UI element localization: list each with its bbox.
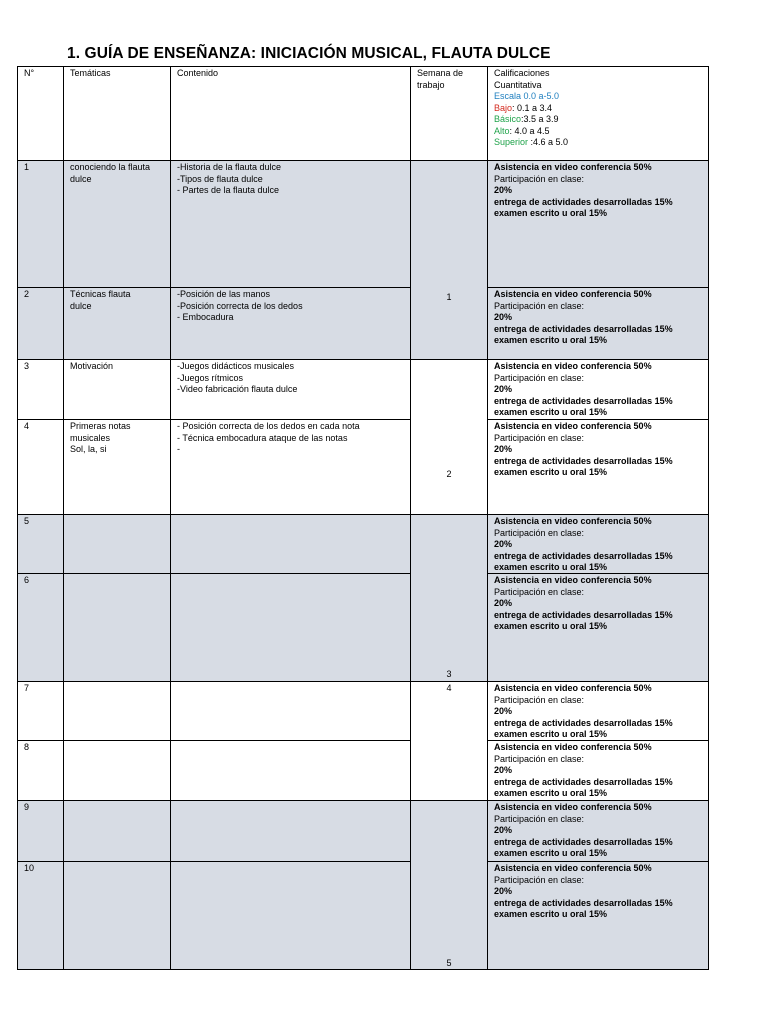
row-calificaciones [487, 359, 673, 419]
row-number [17, 514, 29, 528]
row-number [17, 359, 29, 373]
scale-basico [494, 114, 568, 126]
grid-hline [17, 969, 411, 970]
row-contenido-text: - Técnica embocadura ataque de las notas [177, 432, 348, 443]
grading-line: 20% [494, 825, 513, 835]
row-number-text: 8 [24, 742, 30, 752]
grading-line: entrega de actividades desarrolladas 15% [494, 609, 673, 620]
semana-number: 4 [446, 683, 452, 693]
row-contenido [170, 160, 281, 197]
grading-line: entrega de actividades desarrolladas 15% [494, 455, 673, 466]
grading-line: Participación en clase: [494, 813, 585, 824]
row-calificaciones [487, 514, 673, 574]
grading-line: 20% [494, 444, 513, 454]
grid-hline [17, 287, 411, 288]
grid-hline [487, 969, 709, 970]
grading-line: examen escrito u oral 15% [494, 208, 608, 218]
row-contenido-text: -Video fabricación flauta dulce [177, 384, 298, 394]
grading-line: Asistencia en video conferencia 50% [494, 162, 652, 172]
grid-hline [487, 740, 709, 741]
grid-vline [410, 66, 411, 969]
grid-hline [410, 514, 488, 515]
scale-escala: Escala 0.0 a-5.0 [494, 91, 560, 101]
grid-hline [17, 861, 411, 862]
row-calificaciones [487, 573, 673, 633]
grid-hline [410, 681, 488, 682]
scale-alto-range: : 4.0 a 4.5 [509, 125, 550, 136]
row-number-text: 6 [24, 575, 30, 585]
row-tematica-text: Técnicas flauta [70, 289, 131, 299]
grid-hline [410, 160, 488, 161]
grading-line: Asistencia en video conferencia 50% [494, 289, 652, 299]
grading-line: Participación en clase: [494, 300, 585, 311]
row-contenido-text: -Historia de la flauta dulce [177, 162, 282, 172]
row-contenido [170, 359, 297, 396]
row-shading [17, 160, 63, 287]
semana-number: 3 [446, 669, 452, 679]
scale-superior-label: Superior [494, 137, 529, 147]
header-contenido [170, 66, 218, 80]
scale-superior [494, 137, 568, 149]
grading-line: Asistencia en video conferencia 50% [494, 575, 652, 585]
grading-line: 20% [494, 312, 513, 322]
grading-line: 20% [494, 384, 513, 394]
grading-line: entrega de actividades desarrolladas 15% [494, 897, 673, 908]
grid-hline [487, 287, 709, 288]
row-calificaciones [487, 419, 673, 479]
grading-line: examen escrito u oral 15% [494, 621, 608, 631]
row-contenido-text: -Juegos rítmicos [177, 372, 244, 383]
grading-line: Participación en clase: [494, 372, 585, 383]
semana-shading [410, 800, 487, 969]
row-contenido-text: -Tipos de flauta dulce [177, 173, 263, 184]
row-contenido [170, 419, 360, 456]
scale-superior-range: :4.6 a 5.0 [528, 137, 569, 147]
header-num [17, 66, 34, 80]
row-contenido-text: -Posición de las manos [177, 289, 271, 299]
header-calificaciones-text: Calificaciones [494, 68, 550, 78]
grading-line: entrega de actividades desarrolladas 15% [494, 717, 673, 728]
grid-hline [17, 681, 411, 682]
row-calificaciones [487, 681, 673, 741]
page-title: 1. GUÍA DE ENSEÑANZA: INICIACIÓN MUSICAL, FLAUTA DULCE [67, 45, 551, 62]
grid-vline [487, 66, 488, 969]
grading-line: Participación en clase: [494, 694, 585, 705]
grading-line: entrega de actividades desarrolladas 15% [494, 776, 673, 787]
grid-vline [170, 66, 171, 969]
row-number-text: 4 [24, 421, 30, 431]
grading-line: examen escrito u oral 15% [494, 909, 608, 919]
grading-line: Asistencia en video conferencia 50% [494, 361, 652, 371]
row-tematica [63, 359, 113, 373]
row-shading [170, 514, 410, 573]
row-tematica [63, 419, 131, 456]
row-contenido-text: -Posición correcta de los dedos [177, 300, 303, 311]
grid-hline [17, 419, 411, 420]
grading-line: Participación en clase: [494, 586, 585, 597]
grid-hline [410, 800, 488, 801]
grading-line: Asistencia en video conferencia 50% [494, 421, 652, 431]
grading-line: entrega de actividades desarrolladas 15% [494, 836, 673, 847]
row-number [17, 861, 34, 875]
grading-line: Asistencia en video conferencia 50% [494, 863, 652, 873]
grid-vline [17, 66, 18, 969]
grading-line: 20% [494, 765, 513, 775]
row-number-text: 1 [24, 162, 30, 172]
row-tematica [63, 160, 150, 185]
header-semana-text: Semana de [417, 68, 464, 78]
row-calificaciones [487, 800, 673, 860]
grading-line: 20% [494, 886, 513, 896]
row-number [17, 740, 29, 754]
row-contenido-text: - Posición correcta de los dedos en cada nota [177, 421, 360, 431]
row-shading [170, 800, 410, 861]
row-tematica-text: Motivación [70, 361, 114, 371]
row-shading [170, 573, 410, 681]
grading-line: examen escrito u oral 15% [494, 729, 608, 739]
grading-line: Participación en clase: [494, 874, 585, 885]
row-contenido-text: -Juegos didácticos musicales [177, 361, 295, 371]
row-number-text: 9 [24, 802, 30, 812]
header-semana [410, 66, 463, 91]
row-number [17, 419, 29, 433]
row-shading [63, 573, 170, 681]
grid-vline [63, 66, 64, 969]
grid-hline [487, 800, 709, 801]
header-semana-text: trabajo [417, 79, 445, 90]
row-tematica [63, 287, 131, 312]
grid-hline [487, 66, 709, 67]
grid-hline [17, 800, 411, 801]
grading-line: 20% [494, 185, 513, 195]
grading-line: examen escrito u oral 15% [494, 788, 608, 798]
semana-number: 1 [446, 292, 452, 302]
row-number [17, 800, 29, 814]
grading-line: examen escrito u oral 15% [494, 467, 608, 477]
grading-line: entrega de actividades desarrolladas 15% [494, 196, 673, 207]
grading-line: Participación en clase: [494, 432, 585, 443]
scale-bajo [494, 103, 568, 115]
header-calificaciones-text: Cuantitativa [494, 79, 542, 90]
grading-line: 20% [494, 598, 513, 608]
grid-hline [17, 66, 411, 67]
header-tematicas-text: Temáticas [70, 68, 111, 78]
row-calificaciones [487, 861, 673, 921]
grid-hline [17, 573, 411, 574]
row-tematica-text: dulce [70, 173, 92, 184]
row-tematica-text: dulce [70, 300, 92, 311]
row-shading [17, 573, 63, 681]
semana-shading [410, 514, 487, 681]
row-contenido-text: - Embocadura [177, 312, 234, 322]
grading-line: Participación en clase: [494, 527, 585, 538]
row-shading [63, 861, 170, 969]
row-contenido-text: - [177, 444, 180, 454]
scale-basico-range: :3.5 a 3.9 [521, 114, 559, 124]
row-calificaciones [487, 740, 673, 800]
row-tematica-text: Sol, la, si [70, 444, 107, 454]
grading-line: examen escrito u oral 15% [494, 335, 608, 345]
grid-hline [487, 359, 709, 360]
grading-line: Asistencia en video conferencia 50% [494, 683, 652, 693]
grid-hline [410, 359, 488, 360]
row-number-text: 5 [24, 516, 30, 526]
grid-hline [487, 681, 709, 682]
row-shading [63, 800, 170, 861]
grid-hline [487, 419, 709, 420]
grid-hline [17, 359, 411, 360]
grid-hline [487, 573, 709, 574]
row-number-text: 3 [24, 361, 30, 371]
row-number-text: 7 [24, 683, 30, 693]
grading-line: examen escrito u oral 15% [494, 848, 608, 858]
grid-hline [17, 160, 411, 161]
row-shading [63, 514, 170, 573]
grading-line: Asistencia en video conferencia 50% [494, 742, 652, 752]
scale-basico-label: Básico [494, 114, 522, 124]
row-calificaciones [487, 287, 673, 347]
grading-line: Asistencia en video conferencia 50% [494, 802, 652, 812]
header-contenido-text: Contenido [177, 68, 219, 78]
row-tematica-text: Primeras notas [70, 421, 131, 431]
row-number [17, 287, 29, 301]
grading-line: 20% [494, 706, 513, 716]
grid-hline [410, 66, 488, 67]
grading-line: entrega de actividades desarrolladas 15% [494, 323, 673, 334]
header-num-text: N° [24, 68, 35, 78]
row-calificaciones [487, 160, 673, 220]
grid-hline [487, 861, 709, 862]
row-shading [17, 861, 63, 969]
grid-hline [17, 740, 411, 741]
grading-line: Asistencia en video conferencia 50% [494, 516, 652, 526]
row-contenido-text: - Partes de la flauta dulce [177, 185, 280, 195]
grid-hline [487, 160, 709, 161]
row-shading [170, 861, 410, 969]
scale-alto [494, 126, 568, 138]
row-number-text: 10 [24, 863, 35, 873]
row-number [17, 160, 29, 174]
grid-vline [708, 66, 709, 969]
scale-bajo-range: : 0.1 a 3.4 [512, 102, 553, 113]
row-number-text: 2 [24, 289, 30, 299]
grid-hline [487, 514, 709, 515]
header-tematicas [63, 66, 111, 80]
grid-hline [17, 514, 411, 515]
grading-line: examen escrito u oral 15% [494, 407, 608, 417]
grading-line: 20% [494, 539, 513, 549]
grading-line: entrega de actividades desarrolladas 15% [494, 395, 673, 406]
row-tematica-text: musicales [70, 432, 111, 443]
grid-hline [410, 969, 488, 970]
semana-shading [410, 160, 487, 359]
grading-line: Participación en clase: [494, 173, 585, 184]
semana-number: 2 [446, 469, 452, 479]
row-number [17, 573, 29, 587]
grading-line: Participación en clase: [494, 753, 585, 764]
grading-line: examen escrito u oral 15% [494, 562, 608, 572]
scale-alto-label: Alto [494, 125, 510, 136]
row-tematica-text: conociendo la flauta [70, 162, 151, 172]
grading-line: entrega de actividades desarrolladas 15% [494, 550, 673, 561]
header-calificaciones [487, 66, 568, 149]
semana-number: 5 [446, 958, 452, 968]
scale-bajo-label: Bajo [494, 102, 513, 113]
row-number [17, 681, 29, 695]
row-contenido [170, 287, 303, 324]
